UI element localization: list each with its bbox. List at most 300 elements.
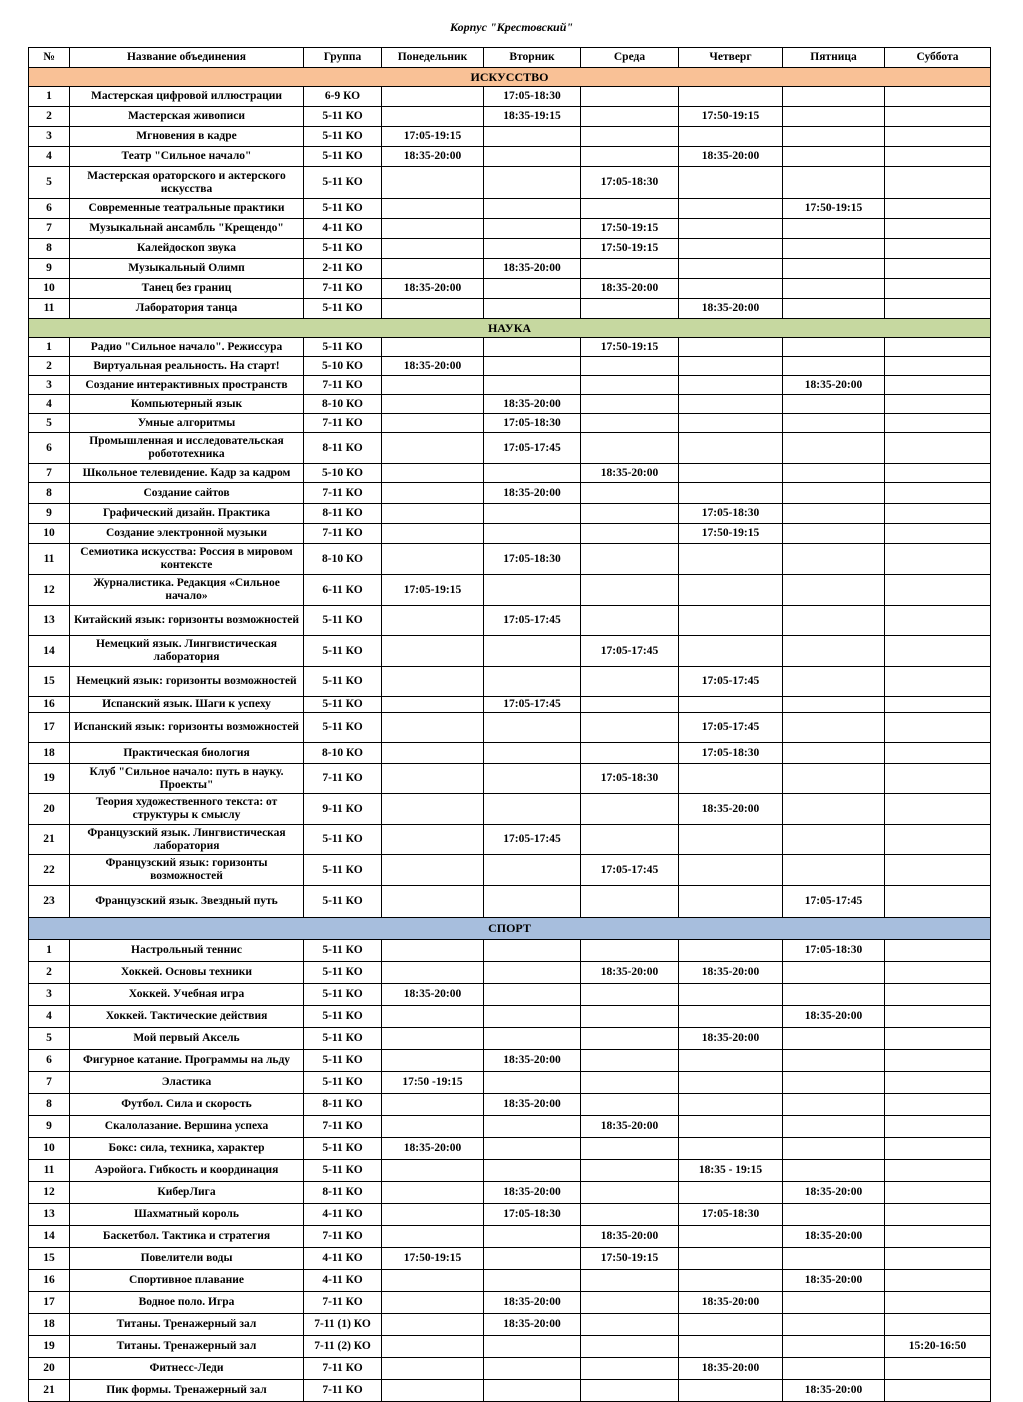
wednesday-cell [581, 794, 679, 825]
course-name-cell: Виртуальная реальность. На старт! [70, 357, 304, 376]
course-name-cell: Мастерская ораторского и актерского искусства [70, 167, 304, 199]
wednesday-cell: 17:50-19:15 [581, 338, 679, 357]
friday-cell [783, 794, 885, 825]
table-row [29, 464, 991, 483]
group-cell: 8-11 КО [304, 433, 382, 464]
table-row [29, 825, 991, 855]
row-number-cell: 17 [29, 1292, 70, 1314]
thursday-cell [679, 414, 783, 433]
thursday-cell [679, 279, 783, 299]
row-number-cell: 11 [29, 299, 70, 319]
monday-cell [382, 713, 484, 743]
saturday-cell [885, 1160, 991, 1182]
table-row [29, 338, 991, 357]
wednesday-cell [581, 1050, 679, 1072]
monday-cell [382, 219, 484, 239]
group-cell: 8-11 КО [304, 1094, 382, 1116]
friday-cell [783, 127, 885, 147]
friday-cell [783, 1138, 885, 1160]
table-row [29, 87, 991, 107]
row-number-cell: 16 [29, 1270, 70, 1292]
friday-cell [783, 713, 885, 743]
group-cell: 5-11 КО [304, 239, 382, 259]
saturday-cell [885, 1116, 991, 1138]
course-name-cell: Повелители воды [70, 1248, 304, 1270]
saturday-cell [885, 279, 991, 299]
saturday-cell [885, 1358, 991, 1380]
monday-cell [382, 886, 484, 918]
wednesday-cell [581, 1094, 679, 1116]
saturday-cell [885, 697, 991, 713]
group-cell: 7-11 КО [304, 376, 382, 395]
friday-cell [783, 483, 885, 504]
group-cell: 5-11 КО [304, 199, 382, 219]
table-row [29, 219, 991, 239]
group-cell: 5-11 КО [304, 606, 382, 636]
schedule-table [28, 47, 991, 1402]
thursday-cell [679, 1006, 783, 1028]
wednesday-cell [581, 376, 679, 395]
thursday-cell [679, 1314, 783, 1336]
table-row [29, 147, 991, 167]
tuesday-cell [484, 279, 581, 299]
course-name-cell: Испанский язык. Шаги к успеху [70, 697, 304, 713]
friday-cell [783, 606, 885, 636]
thursday-cell: 17:50-19:15 [679, 107, 783, 127]
saturday-cell [885, 107, 991, 127]
thursday-cell [679, 1138, 783, 1160]
row-number-cell: 9 [29, 504, 70, 524]
tuesday-cell: 18:35-19:15 [484, 107, 581, 127]
wednesday-cell [581, 1182, 679, 1204]
wednesday-cell [581, 1314, 679, 1336]
thursday-cell: 18:35-20:00 [679, 794, 783, 825]
table-row [29, 743, 991, 764]
group-cell: 8-10 КО [304, 544, 382, 575]
friday-cell [783, 464, 885, 483]
thursday-cell: 17:50-19:15 [679, 524, 783, 544]
row-number-cell: 22 [29, 855, 70, 886]
table-row [29, 575, 991, 606]
saturday-cell [885, 1248, 991, 1270]
course-name-cell: Мастерская цифровой иллюстрации [70, 87, 304, 107]
monday-cell [382, 524, 484, 544]
monday-cell: 17:05-19:15 [382, 575, 484, 606]
course-name-cell: Аэройога. Гибкость и координация [70, 1160, 304, 1182]
tuesday-cell: 17:05-18:30 [484, 87, 581, 107]
row-number-cell: 4 [29, 1006, 70, 1028]
tuesday-cell [484, 984, 581, 1006]
group-cell: 5-11 КО [304, 299, 382, 319]
saturday-cell [885, 524, 991, 544]
monday-cell [382, 743, 484, 764]
course-name-cell: Эластика [70, 1072, 304, 1094]
friday-cell: 17:50-19:15 [783, 199, 885, 219]
thursday-cell [679, 1270, 783, 1292]
thursday-cell [679, 1336, 783, 1358]
course-name-cell: Клуб "Сильное начало: путь в науку. Проекты" [70, 764, 304, 794]
header-name: Название объединения [70, 48, 304, 68]
wednesday-cell [581, 1028, 679, 1050]
monday-cell [382, 794, 484, 825]
row-number-cell: 1 [29, 338, 70, 357]
monday-cell [382, 636, 484, 667]
tuesday-cell [484, 524, 581, 544]
table-row [29, 199, 991, 219]
tuesday-cell [484, 127, 581, 147]
group-cell: 5-11 КО [304, 825, 382, 855]
tuesday-cell [484, 1160, 581, 1182]
tuesday-cell [484, 1116, 581, 1138]
course-name-cell: Титаны. Тренажерный зал [70, 1314, 304, 1336]
course-name-cell: Французский язык: горизонты возможностей [70, 855, 304, 886]
section-title: НАУКА [29, 319, 991, 338]
friday-cell [783, 743, 885, 764]
thursday-cell [679, 1072, 783, 1094]
saturday-cell [885, 1094, 991, 1116]
friday-cell [783, 697, 885, 713]
row-number-cell: 18 [29, 1314, 70, 1336]
header-thursday: Четверг [679, 48, 783, 68]
tuesday-cell [484, 219, 581, 239]
group-cell: 5-11 КО [304, 1072, 382, 1094]
saturday-cell [885, 764, 991, 794]
thursday-cell [679, 357, 783, 376]
monday-cell [382, 167, 484, 199]
table-row [29, 1336, 991, 1358]
friday-cell [783, 1336, 885, 1358]
group-cell: 7-11 КО [304, 1116, 382, 1138]
tuesday-cell: 17:05-17:45 [484, 697, 581, 713]
friday-cell [783, 259, 885, 279]
table-row [29, 1380, 991, 1402]
saturday-cell [885, 87, 991, 107]
wednesday-cell: 17:05-18:30 [581, 167, 679, 199]
row-number-cell: 21 [29, 1380, 70, 1402]
saturday-cell: 15:20-16:50 [885, 1336, 991, 1358]
course-name-cell: Баскетбол. Тактика и стратегия [70, 1226, 304, 1248]
row-number-cell: 20 [29, 1358, 70, 1380]
saturday-cell [885, 886, 991, 918]
friday-cell: 18:35-20:00 [783, 376, 885, 395]
monday-cell [382, 1292, 484, 1314]
monday-cell [382, 259, 484, 279]
friday-cell [783, 855, 885, 886]
course-name-cell: Пик формы. Тренажерный зал [70, 1380, 304, 1402]
group-cell: 5-11 КО [304, 1028, 382, 1050]
table-row [29, 606, 991, 636]
row-number-cell: 15 [29, 1248, 70, 1270]
wednesday-cell [581, 1006, 679, 1028]
monday-cell [382, 1336, 484, 1358]
table-row [29, 483, 991, 504]
row-number-cell: 23 [29, 886, 70, 918]
wednesday-cell [581, 1380, 679, 1402]
table-row [29, 667, 991, 697]
group-cell: 7-11 КО [304, 764, 382, 794]
group-cell: 7-11 КО [304, 1380, 382, 1402]
group-cell: 7-11 КО [304, 524, 382, 544]
saturday-cell [885, 1204, 991, 1226]
group-cell: 5-10 КО [304, 464, 382, 483]
course-name-cell: Мастерская живописи [70, 107, 304, 127]
wednesday-cell [581, 886, 679, 918]
table-row [29, 855, 991, 886]
row-number-cell: 10 [29, 524, 70, 544]
row-number-cell: 16 [29, 697, 70, 713]
course-name-cell: Создание электронной музыки [70, 524, 304, 544]
thursday-cell: 18:35-20:00 [679, 299, 783, 319]
friday-cell [783, 1358, 885, 1380]
row-number-cell: 14 [29, 1226, 70, 1248]
friday-cell [783, 636, 885, 667]
group-cell: 4-11 КО [304, 1204, 382, 1226]
saturday-cell [885, 395, 991, 414]
group-cell: 5-11 КО [304, 107, 382, 127]
section-header-row [29, 918, 991, 940]
tuesday-cell: 17:05-17:45 [484, 433, 581, 464]
tuesday-cell [484, 636, 581, 667]
row-number-cell: 19 [29, 764, 70, 794]
saturday-cell [885, 376, 991, 395]
saturday-cell [885, 504, 991, 524]
monday-cell [382, 87, 484, 107]
group-cell: 5-11 КО [304, 697, 382, 713]
row-number-cell: 2 [29, 107, 70, 127]
course-name-cell: Мгновения в кадре [70, 127, 304, 147]
friday-cell [783, 1248, 885, 1270]
thursday-cell [679, 199, 783, 219]
saturday-cell [885, 825, 991, 855]
tuesday-cell [484, 1248, 581, 1270]
wednesday-cell [581, 1204, 679, 1226]
table-row [29, 1094, 991, 1116]
saturday-cell [885, 219, 991, 239]
friday-cell: 17:05-18:30 [783, 940, 885, 962]
tuesday-cell [484, 1226, 581, 1248]
group-cell: 5-11 КО [304, 338, 382, 357]
monday-cell [382, 1380, 484, 1402]
friday-cell [783, 504, 885, 524]
table-row [29, 794, 991, 825]
wednesday-cell [581, 395, 679, 414]
table-row [29, 984, 991, 1006]
thursday-cell [679, 87, 783, 107]
group-cell: 5-11 КО [304, 962, 382, 984]
row-number-cell: 21 [29, 825, 70, 855]
table-row [29, 414, 991, 433]
thursday-cell [679, 984, 783, 1006]
tuesday-cell [484, 794, 581, 825]
wednesday-cell [581, 524, 679, 544]
monday-cell: 17:50 -19:15 [382, 1072, 484, 1094]
saturday-cell [885, 1226, 991, 1248]
friday-cell [783, 239, 885, 259]
monday-cell [382, 962, 484, 984]
thursday-cell [679, 464, 783, 483]
course-name-cell: Титаны. Тренажерный зал [70, 1336, 304, 1358]
friday-cell [783, 167, 885, 199]
table-row [29, 433, 991, 464]
thursday-cell [679, 1380, 783, 1402]
table-row [29, 376, 991, 395]
friday-cell [783, 219, 885, 239]
tuesday-cell [484, 713, 581, 743]
course-name-cell: Компьютерный язык [70, 395, 304, 414]
wednesday-cell [581, 127, 679, 147]
thursday-cell [679, 338, 783, 357]
row-number-cell: 6 [29, 199, 70, 219]
course-name-cell: Создание сайтов [70, 483, 304, 504]
group-cell: 7-11 КО [304, 1358, 382, 1380]
monday-cell [382, 667, 484, 697]
course-name-cell: Немецкий язык: горизонты возможностей [70, 667, 304, 697]
row-number-cell: 1 [29, 940, 70, 962]
wednesday-cell [581, 87, 679, 107]
group-cell: 2-11 КО [304, 259, 382, 279]
friday-cell [783, 1292, 885, 1314]
table-row [29, 1248, 991, 1270]
tuesday-cell: 17:05-18:30 [484, 544, 581, 575]
table-row [29, 504, 991, 524]
group-cell: 5-11 КО [304, 855, 382, 886]
monday-cell: 18:35-20:00 [382, 357, 484, 376]
tuesday-cell [484, 764, 581, 794]
row-number-cell: 19 [29, 1336, 70, 1358]
group-cell: 7-11 (2) КО [304, 1336, 382, 1358]
header-monday: Понедельник [382, 48, 484, 68]
friday-cell [783, 1072, 885, 1094]
row-number-cell: 4 [29, 147, 70, 167]
table-row [29, 1138, 991, 1160]
saturday-cell [885, 667, 991, 697]
wednesday-cell: 17:50-19:15 [581, 219, 679, 239]
saturday-cell [885, 606, 991, 636]
table-row [29, 1314, 991, 1336]
tuesday-cell [484, 504, 581, 524]
thursday-cell: 17:05-18:30 [679, 743, 783, 764]
table-row [29, 1050, 991, 1072]
wednesday-cell [581, 433, 679, 464]
table-row [29, 1116, 991, 1138]
course-name-cell: Немецкий язык. Лингвистическая лаборатория [70, 636, 304, 667]
table-row [29, 395, 991, 414]
tuesday-cell [484, 940, 581, 962]
tuesday-cell [484, 199, 581, 219]
group-cell: 7-11 КО [304, 483, 382, 504]
group-cell: 4-11 КО [304, 1248, 382, 1270]
tuesday-cell: 18:35-20:00 [484, 1292, 581, 1314]
saturday-cell [885, 1072, 991, 1094]
thursday-cell [679, 886, 783, 918]
thursday-cell [679, 1050, 783, 1072]
friday-cell: 18:35-20:00 [783, 1006, 885, 1028]
table-row [29, 1072, 991, 1094]
tuesday-cell [484, 1336, 581, 1358]
tuesday-cell [484, 962, 581, 984]
row-number-cell: 9 [29, 259, 70, 279]
thursday-cell [679, 636, 783, 667]
monday-cell [382, 1094, 484, 1116]
saturday-cell [885, 962, 991, 984]
table-row [29, 1226, 991, 1248]
group-cell: 5-11 КО [304, 167, 382, 199]
row-number-cell: 13 [29, 1204, 70, 1226]
monday-cell [382, 433, 484, 464]
saturday-cell [885, 1314, 991, 1336]
tuesday-cell [484, 338, 581, 357]
table-row [29, 544, 991, 575]
wednesday-cell [581, 606, 679, 636]
course-name-cell: Промышленная и исследовательская робототехника [70, 433, 304, 464]
row-number-cell: 14 [29, 636, 70, 667]
wednesday-cell: 18:35-20:00 [581, 962, 679, 984]
course-name-cell: Танец без границ [70, 279, 304, 299]
row-number-cell: 3 [29, 376, 70, 395]
wednesday-cell [581, 414, 679, 433]
thursday-cell [679, 483, 783, 504]
tuesday-cell: 17:05-17:45 [484, 825, 581, 855]
saturday-cell [885, 636, 991, 667]
tuesday-cell: 18:35-20:00 [484, 483, 581, 504]
wednesday-cell: 17:05-18:30 [581, 764, 679, 794]
wednesday-cell: 18:35-20:00 [581, 279, 679, 299]
thursday-cell [679, 764, 783, 794]
tuesday-cell: 18:35-20:00 [484, 395, 581, 414]
table-row [29, 127, 991, 147]
thursday-cell: 17:05-17:45 [679, 667, 783, 697]
row-number-cell: 13 [29, 606, 70, 636]
table-row [29, 259, 991, 279]
wednesday-cell [581, 1336, 679, 1358]
course-name-cell: Бокс: сила, техника, характер [70, 1138, 304, 1160]
wednesday-cell [581, 147, 679, 167]
header-friday: Пятница [783, 48, 885, 68]
group-cell: 7-11 КО [304, 279, 382, 299]
friday-cell [783, 962, 885, 984]
thursday-cell [679, 239, 783, 259]
group-cell: 7-11 (1) КО [304, 1314, 382, 1336]
saturday-cell [885, 713, 991, 743]
thursday-cell [679, 259, 783, 279]
course-name-cell: Спортивное плавание [70, 1270, 304, 1292]
row-number-cell: 10 [29, 279, 70, 299]
group-cell: 6-9 КО [304, 87, 382, 107]
tuesday-cell [484, 1028, 581, 1050]
group-cell: 9-11 КО [304, 794, 382, 825]
saturday-cell [885, 1380, 991, 1402]
table-row [29, 1182, 991, 1204]
friday-cell: 18:35-20:00 [783, 1182, 885, 1204]
table-row [29, 713, 991, 743]
monday-cell: 18:35-20:00 [382, 147, 484, 167]
friday-cell: 18:35-20:00 [783, 1226, 885, 1248]
tuesday-cell [484, 239, 581, 259]
thursday-cell: 18:35-20:00 [679, 1358, 783, 1380]
monday-cell [382, 299, 484, 319]
header-number: № [29, 48, 70, 68]
monday-cell [382, 1160, 484, 1182]
saturday-cell [885, 1270, 991, 1292]
monday-cell [382, 464, 484, 483]
monday-cell [382, 1182, 484, 1204]
monday-cell [382, 940, 484, 962]
course-name-cell: Скалолазание. Вершина успеха [70, 1116, 304, 1138]
row-number-cell: 5 [29, 414, 70, 433]
tuesday-cell: 17:05-17:45 [484, 606, 581, 636]
saturday-cell [885, 855, 991, 886]
monday-cell [382, 825, 484, 855]
